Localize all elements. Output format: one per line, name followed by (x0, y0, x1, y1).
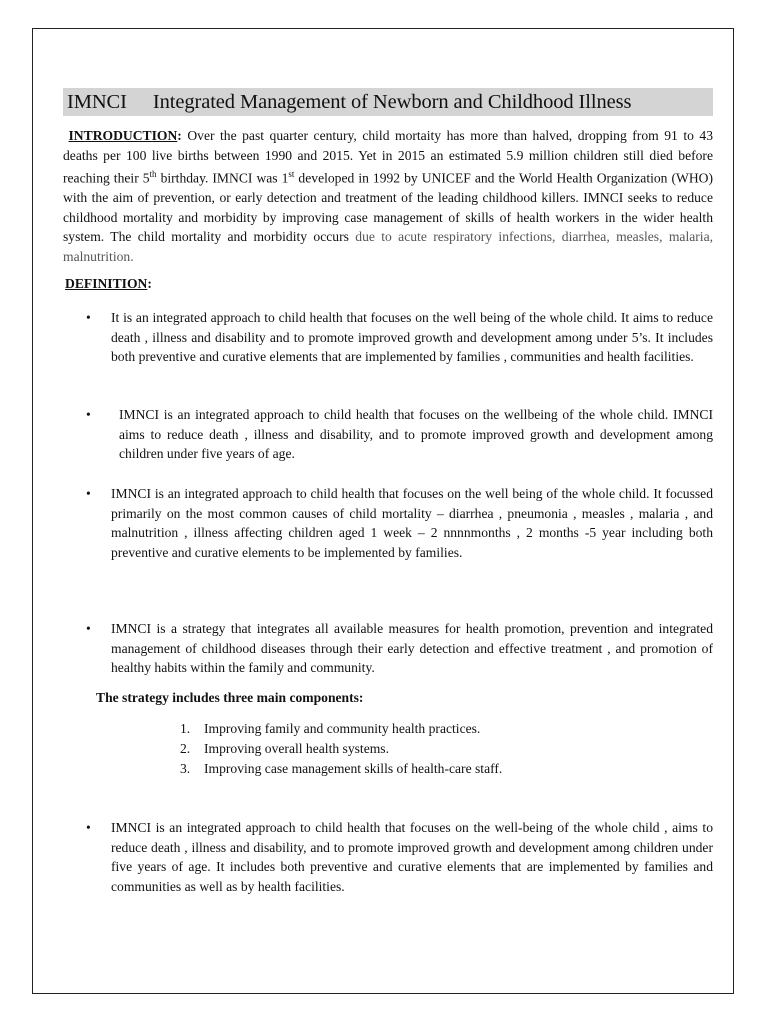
list-item (180, 719, 502, 739)
bullet-text: IMNCI is a strategy that integrates all available measures for health promotion, prevention and integrated management of childhood diseases through their early detection and effective treatment , and promotion of healthy habits within the family and community. (111, 621, 713, 675)
introduction-heading: INTRODUCTION (68, 128, 178, 143)
document-title (63, 88, 713, 116)
superscript-th: th (149, 169, 157, 179)
title-full-name: Integrated Management of Newborn and Childhood Illness (152, 91, 632, 113)
superscript-st: st (288, 169, 295, 179)
bullet-dot: • (86, 621, 91, 636)
introduction-paragraph: INTRODUCTION: Over the past quarter century, child mortaity has more than halved, dropping from 91 to 43 deaths per 100 live births between 1990 and 2015. Yet in 2015 an estimated 5.9 million children still died before reaching their 5th birthday. IMNCI was 1st developed in 1992 by UNICEF and the World Health Organization (WHO) with the aim of prevention, or early detection and treatment of the leading childhood killers. IMNCI seeks to reduce childhood mortality and morbidity by improving case management of skills of health workers in the wider health system. The child mortality and morbidity occurs due to acute respiratory infections, diarrhea, measles, malaria, malnutrition. (63, 128, 714, 264)
definition-heading-line: DEFINITION: (65, 276, 152, 291)
definition-bullet (86, 619, 713, 678)
introduction-text-1: Over the past quarter century, child mortaity has more than halved, dropping from 91 to 43 deaths per 100 live births between 1990 and 2015. Yet in 2015 an estimated 5.9 million children still died before reaching their 5 (63, 128, 713, 186)
bullet-dot: • (86, 310, 91, 325)
definition-bullet (86, 308, 713, 367)
definition-heading: DEFINITION (65, 276, 148, 291)
list-number: 3. (180, 761, 191, 776)
bullet-dot: • (86, 486, 91, 501)
introduction-text-3: developed in 1992 by UNICEF and the World Health Organization (WHO) with the aim of prevention, or early detection and treatment of the leading childhood killers. IMNCI seeks to reduce childhood mortality and morbidity by improving case management of skills of health workers in the wider health system. The child mortality and morbidity occurs (63, 170, 713, 245)
introduction-text-2: birthday. IMNCI was 1 (156, 170, 289, 186)
list-item (180, 759, 502, 779)
definition-bullet (86, 484, 713, 562)
bullet-text: IMNCI is an integrated approach to child health that focuses on the well being of the whole child. It focussed primarily on the most common causes of child mortality – diarrhea , pneumonia , measles , malaria , and malnutrition , illness affecting children aged 1 week – 2 nnnnmonths , 2 months -5 year including both preventive and curative elements to be implemented by families. (111, 486, 713, 560)
bullet-dot: • (86, 820, 91, 835)
list-text: Improving family and community health practices. (204, 721, 481, 736)
bullet-text: It is an integrated approach to child health that focuses on the well being of the whole child. It aims to reduce death , illness and disability and to promote improved growth and development among under 5’s. It includes both preventive and curative elements that are implemented by families , communities and health facilities. (111, 310, 713, 364)
title-acronym: IMNCI (67, 91, 127, 113)
definition-bullet (86, 405, 713, 464)
bullet-text: IMNCI is an integrated approach to child health that focuses on the well-being of the whole child , aims to reduce death , illness and disability, and to promote improved growth and development among children under five years of age. It includes both preventive and curative elements that are implemented by families and communities as well as by health facilities. (111, 820, 713, 894)
components-list (180, 719, 502, 779)
list-text: Improving case management skills of health-care staff. (204, 761, 503, 776)
bullet-text: IMNCI is an integrated approach to child health that focuses on the wellbeing of the whole child. IMNCI aims to reduce death , illness and disability, and to promote improved growth and development among children under five years of age. (119, 407, 713, 461)
strategy-heading: The strategy includes three main components: (96, 690, 364, 705)
definition-bullet (86, 818, 713, 896)
introduction-text-tail: due to acute respiratory infections, diarrhea, measles, malaria, malnutrition. (63, 229, 714, 264)
list-text: Improving overall health systems. (204, 741, 389, 756)
list-item (180, 739, 502, 759)
list-number: 1. (180, 721, 191, 736)
list-number: 2. (180, 741, 191, 756)
bullet-dot: • (86, 407, 91, 422)
